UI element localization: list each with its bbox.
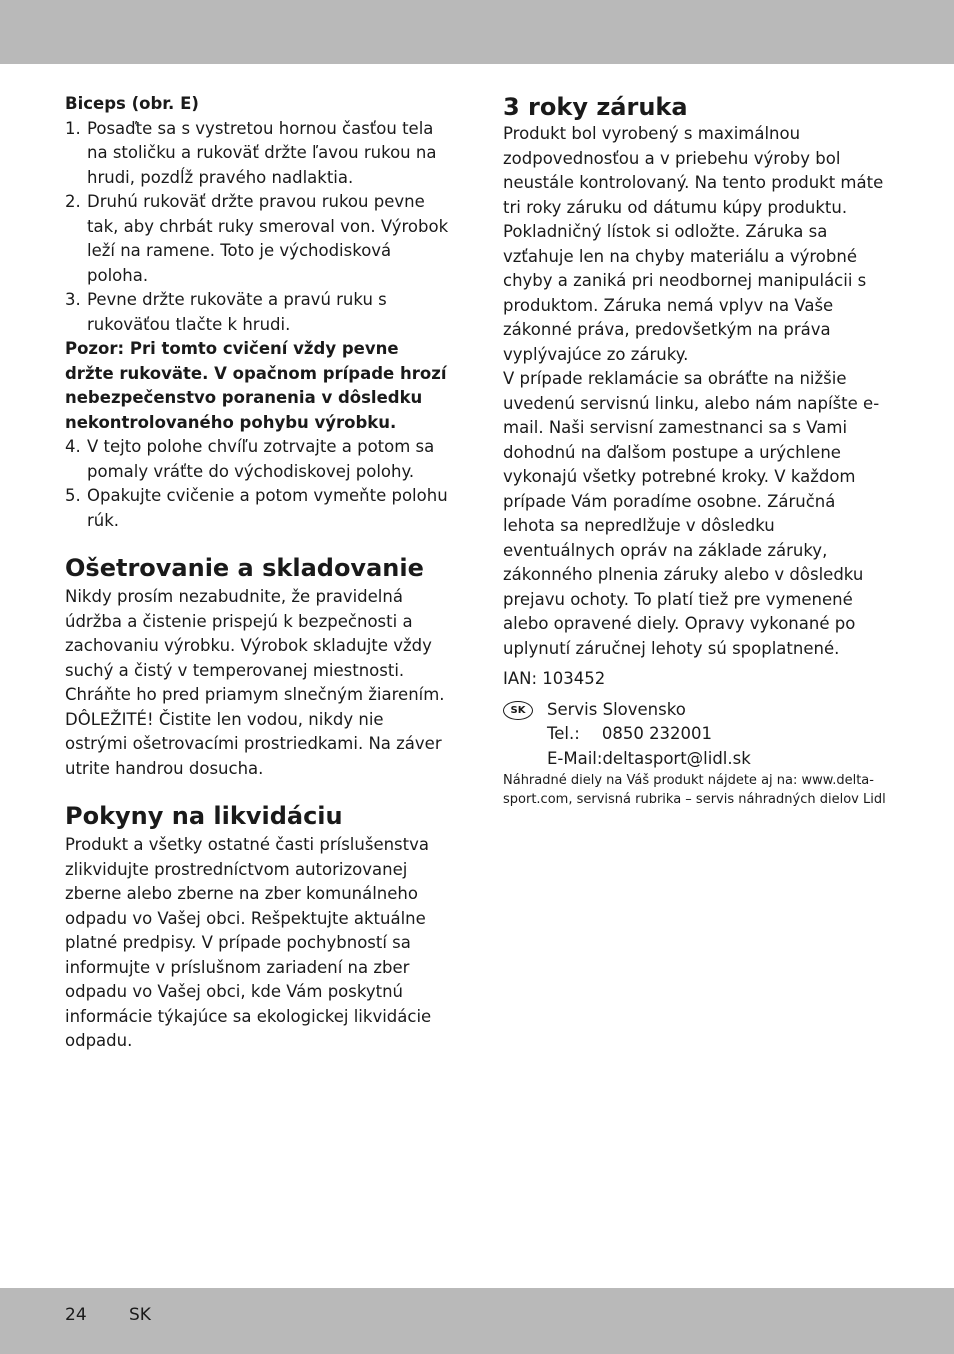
contact-lines xyxy=(547,698,751,772)
warranty-paragraph-2: V prípade reklamácie sa obráťte na nižšie uvedenú servisnú linku, alebo nám napíšte e-mail. Naši servisní zamestnanci sa s Vami dohodnú na ďalšom postupe a urýchlene vykonajú všetky potrebné kroky. V každom prípade Vám poradíme osobne. Záručná lehota sa nepredlžuje v dôsledku eventuálnych opráv na základe záruky, zákonného plnenia záruky alebo v dôsledku prejavu ochoty. To platí tiež pre vymenené alebo opravené diely. Opravy vykonané po uplynutí záručnej lehoty sú spoplatnené. xyxy=(503,369,880,658)
ian-number: IAN: 103452 xyxy=(503,669,606,688)
warning-text: Pozor: Pri tomto cvičení vždy pevne držte rukoväte. V opačnom prípade hrozí nebezpečenstvo poranenia v dôsledku nekontrolovaného pohybu výrobku. xyxy=(65,339,447,432)
list-item xyxy=(65,288,451,337)
disposal-paragraph: Produkt a všetky ostatné časti príslušenstva zlikvidujte prostredníctvom autorizovanej zberne alebo zberne na zber komunálneho odpadu vo Vašej obci. Rešpektujte aktuálne platné predpisy. V prípade pochybností sa informujte v príslušnom zariadení na zber odpadu vo Vašej obci, kde Vám poskytnú informácie týkajúce sa ekologickej likvidácie odpadu. xyxy=(65,835,432,1050)
list-item xyxy=(65,484,451,533)
left-column xyxy=(65,92,451,1054)
warranty-heading: 3 roky záruka xyxy=(503,93,688,121)
steps-list-b xyxy=(65,435,451,533)
care-heading: Ošetrovanie a skladovanie xyxy=(65,554,424,582)
step-number: 1. xyxy=(65,118,81,138)
list-item xyxy=(65,435,451,484)
spare-parts-note: Náhradné diely na Váš produkt nájdete aj na: www.delta-sport.com, servisná rubrika – servis náhradných dielov Lidl xyxy=(503,773,886,807)
phone-number: 0850 232001 xyxy=(601,724,713,743)
step-number: 3. xyxy=(65,290,81,309)
biceps-heading: Biceps (obr. E) xyxy=(65,94,199,113)
header-band xyxy=(0,0,954,64)
care-paragraph-2: Chráňte ho pred priamym slnečným žiarením. DÔLEŽITÉ! Čistite len vodou, nikdy nie ostrými ošetrovacími prostriedkami. Na záver utrite handrou dosucha. xyxy=(65,685,445,778)
warranty-paragraph-1: Produkt bol vyrobený s maximálnou zodpovednosťou a v priebehu výroby bol neustále kontrolovaný. Na tento produkt máte tri roky záruku od dátumu kúpy produktu. Pokladničný lístok si odložte. Záruka sa vzťahuje len na chyby materiálu a výrobné chyby a zaniká pri neodbornej manipulácii s produktom. Záruka nemá vplyv na Vaše zákonné práva, predovšetkým na práva vyplývajúce zo záruky. xyxy=(503,124,884,364)
step-number: 5. xyxy=(65,486,81,505)
steps-list-a xyxy=(65,117,451,338)
page-number: 24 xyxy=(65,1305,87,1325)
service-phone xyxy=(547,722,751,747)
list-item xyxy=(65,190,451,288)
step-text: Pevne držte rukoväte a pravú ruku s rukoväťou tlačte k hrudi. xyxy=(87,290,387,334)
language-code: SK xyxy=(129,1305,151,1325)
list-item xyxy=(65,117,451,191)
step-number: 2. xyxy=(65,192,81,211)
service-email: E-Mail:deltasport@lidl.sk xyxy=(547,748,751,768)
step-text: Druhú rukoväť držte pravou rukou pevne tak, aby chrbát ruky smeroval von. Výrobok leží na ramene. Toto je východisková poloha. xyxy=(87,192,449,285)
disposal-heading: Pokyny na likvidáciu xyxy=(65,802,343,830)
service-name: Servis Slovensko xyxy=(547,699,686,719)
country-badge-icon: SK xyxy=(503,701,533,720)
service-contact xyxy=(503,698,891,772)
phone-label: Tel.: xyxy=(547,724,580,743)
step-text: Opakujte cvičenie a potom vymeňte polohu rúk. xyxy=(87,486,448,530)
step-text: V tejto polohe chvíľu zotrvajte a potom sa pomaly vráťte do východiskovej polohy. xyxy=(87,437,435,481)
care-paragraph-1: Nikdy prosím nezabudnite, že pravidelná údržba a čistenie prispejú k bezpečnosti a zachovaniu výrobku. Výrobok skladujte vždy suchý a čistý v temperovanej miestnosti. xyxy=(65,587,432,680)
step-text: Posaďte sa s vystretou hornou časťou tela na stoličku a rukoväť držte ľavou rukou na hrudi, pozdĺž pravého nadlaktia. xyxy=(87,118,437,187)
step-number: 4. xyxy=(65,437,81,456)
right-column xyxy=(503,92,891,809)
